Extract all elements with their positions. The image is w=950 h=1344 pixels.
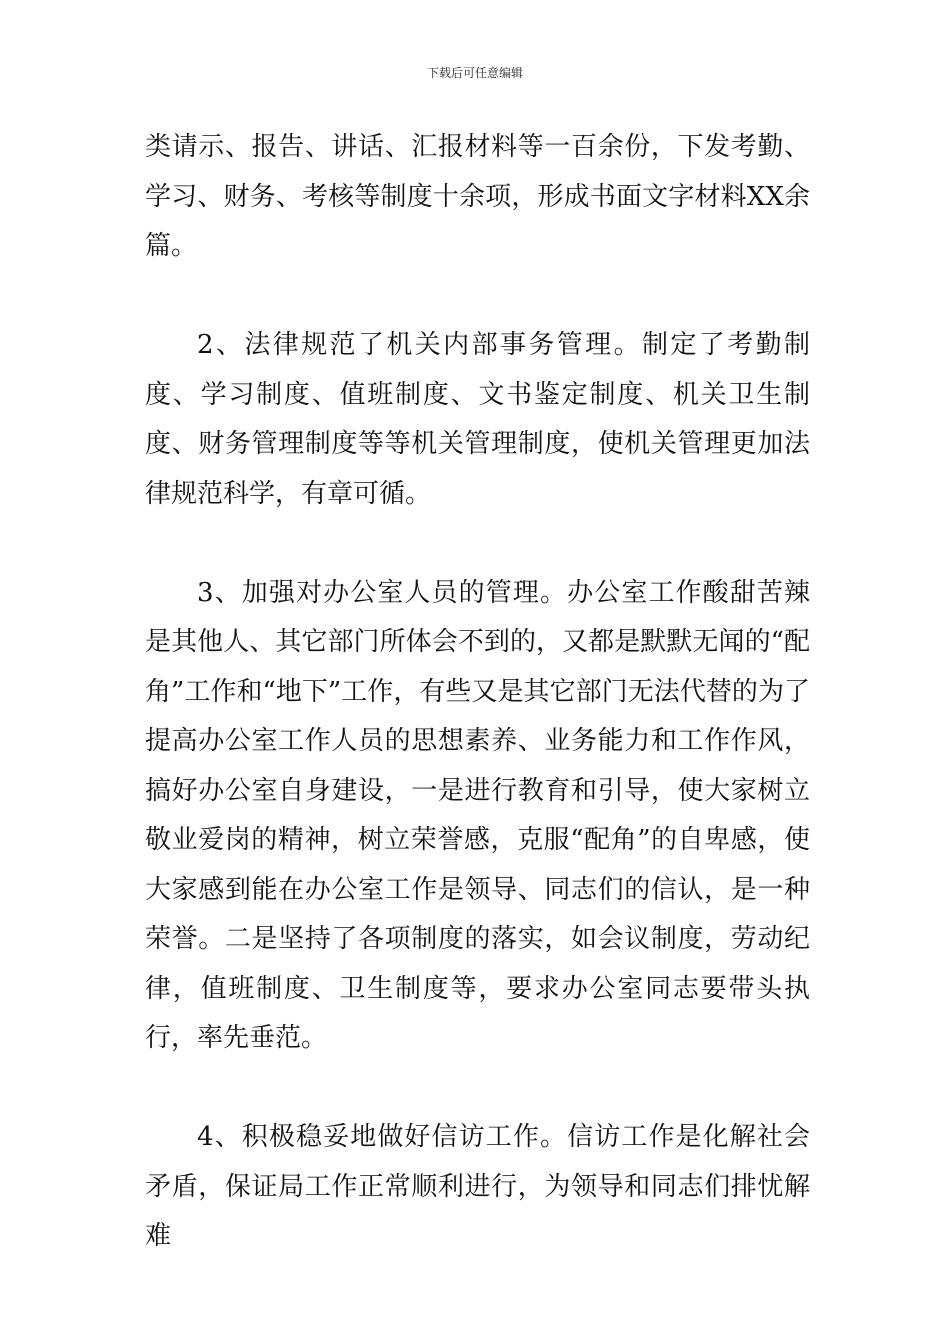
- paragraph-continuation: 类请示、报告、讲话、汇报材料等一百余份，下发考勤、学习、财务、考核等制度十余项，形成书面文字材料XX余篇。: [145, 132, 810, 261]
- paragraph-item-3: 3、加强对办公室人员的管理。办公室工作酸甜苦辣是其他人、其它部门所体会不到的，又都是默默无闻的“配角”工作和“地下”工作，有些又是其它部门无法代替的为了提高办公室工作人员的思想素养、业务能力和工作作风，搞好办公室自身建设，一是进行教育和引导，使大家树立敬业爱岗的精神，树立荣誉感，克服“配角”的自卑感，使大家感到能在办公室工作是领导、同志们的信认，是一种荣誉。二是坚持了各项制度的落实，如会议制度，劳动纪律，值班制度、卫生制度等，要求办公室同志要带头执行，率先垂范。: [145, 577, 810, 1053]
- paragraph-item-4: 4、积极稳妥地做好信访工作。信访工作是化解社会矛盾，保证局工作正常顺利进行，为领导和同志们排忧解难: [145, 1122, 810, 1251]
- document-body: [145, 123, 810, 1311]
- paragraph-item-2: 2、法律规范了机关内部事务管理。制定了考勤制度、学习制度、值班制度、文书鉴定制度、机关卫生制度、财务管理制度等等机关管理制度，使机关管理更加法律规范科学，有章可循。: [145, 330, 810, 509]
- header-note: 下载后可任意编辑: [426, 66, 523, 80]
